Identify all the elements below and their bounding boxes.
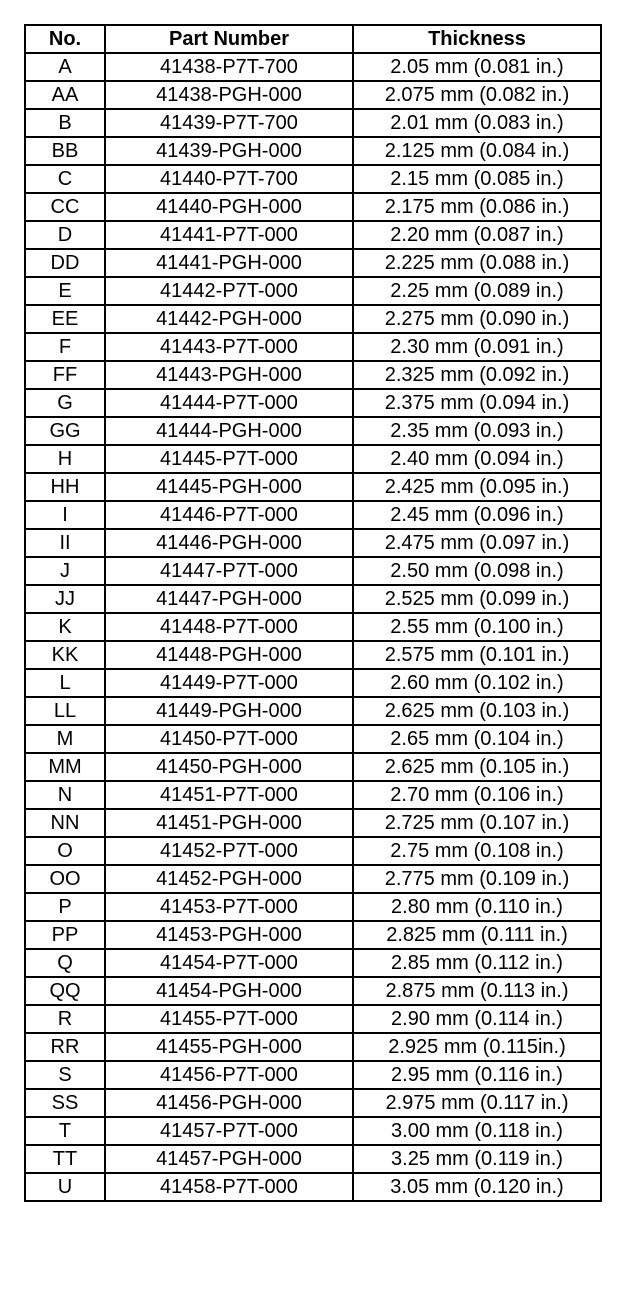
table-row [25, 1173, 601, 1201]
table-row [25, 977, 601, 1005]
table-row [25, 529, 601, 557]
table-row [25, 781, 601, 809]
cell-part-number: 41452-PGH-000 [105, 865, 353, 893]
cell-no: T [25, 1117, 105, 1145]
cell-part-number: 41453-P7T-000 [105, 893, 353, 921]
cell-thickness: 2.45 mm (0.096 in.) [353, 501, 601, 529]
table-row [25, 921, 601, 949]
cell-part-number: 41450-P7T-000 [105, 725, 353, 753]
cell-part-number: 41442-P7T-000 [105, 277, 353, 305]
cell-part-number: 41448-P7T-000 [105, 613, 353, 641]
cell-part-number: 41442-PGH-000 [105, 305, 353, 333]
table-row [25, 641, 601, 669]
cell-part-number: 41441-PGH-000 [105, 249, 353, 277]
cell-no: P [25, 893, 105, 921]
table-row [25, 725, 601, 753]
cell-part-number: 41455-PGH-000 [105, 1033, 353, 1061]
table-row [25, 473, 601, 501]
cell-part-number: 41445-PGH-000 [105, 473, 353, 501]
cell-part-number: 41452-P7T-000 [105, 837, 353, 865]
cell-no: K [25, 613, 105, 641]
cell-part-number: 41439-P7T-700 [105, 109, 353, 137]
cell-no: E [25, 277, 105, 305]
table-row [25, 697, 601, 725]
cell-no: RR [25, 1033, 105, 1061]
table-row [25, 81, 601, 109]
cell-no: MM [25, 753, 105, 781]
cell-part-number: 41446-PGH-000 [105, 529, 353, 557]
cell-no: B [25, 109, 105, 137]
header-no: No. [25, 25, 105, 53]
table-row [25, 865, 601, 893]
table-row [25, 305, 601, 333]
cell-thickness: 2.60 mm (0.102 in.) [353, 669, 601, 697]
cell-thickness: 2.775 mm (0.109 in.) [353, 865, 601, 893]
cell-no: A [25, 53, 105, 81]
cell-part-number: 41440-PGH-000 [105, 193, 353, 221]
cell-no: M [25, 725, 105, 753]
cell-part-number: 41438-P7T-700 [105, 53, 353, 81]
cell-no: G [25, 389, 105, 417]
cell-thickness: 2.625 mm (0.105 in.) [353, 753, 601, 781]
cell-thickness: 2.225 mm (0.088 in.) [353, 249, 601, 277]
cell-thickness: 2.35 mm (0.093 in.) [353, 417, 601, 445]
table-row [25, 613, 601, 641]
cell-part-number: 41438-PGH-000 [105, 81, 353, 109]
cell-thickness: 2.575 mm (0.101 in.) [353, 641, 601, 669]
cell-thickness: 2.275 mm (0.090 in.) [353, 305, 601, 333]
table-row [25, 1117, 601, 1145]
table-row [25, 669, 601, 697]
cell-thickness: 2.50 mm (0.098 in.) [353, 557, 601, 585]
cell-no: PP [25, 921, 105, 949]
cell-thickness: 2.325 mm (0.092 in.) [353, 361, 601, 389]
header-part-number: Part Number [105, 25, 353, 53]
table-row [25, 249, 601, 277]
cell-no: Q [25, 949, 105, 977]
cell-thickness: 2.30 mm (0.091 in.) [353, 333, 601, 361]
cell-part-number: 41454-P7T-000 [105, 949, 353, 977]
cell-thickness: 2.55 mm (0.100 in.) [353, 613, 601, 641]
cell-part-number: 41446-P7T-000 [105, 501, 353, 529]
cell-thickness: 2.375 mm (0.094 in.) [353, 389, 601, 417]
cell-thickness: 2.05 mm (0.081 in.) [353, 53, 601, 81]
cell-no: HH [25, 473, 105, 501]
cell-no: EE [25, 305, 105, 333]
table-row [25, 389, 601, 417]
cell-thickness: 2.625 mm (0.103 in.) [353, 697, 601, 725]
table-row [25, 333, 601, 361]
table-row [25, 837, 601, 865]
cell-no: D [25, 221, 105, 249]
cell-no: N [25, 781, 105, 809]
table-header-row [25, 25, 601, 53]
cell-part-number: 41451-PGH-000 [105, 809, 353, 837]
table-row [25, 1061, 601, 1089]
table-row [25, 1145, 601, 1173]
table-row [25, 193, 601, 221]
table-row [25, 753, 601, 781]
cell-thickness: 2.01 mm (0.083 in.) [353, 109, 601, 137]
cell-no: J [25, 557, 105, 585]
cell-no: S [25, 1061, 105, 1089]
cell-no: QQ [25, 977, 105, 1005]
cell-part-number: 41439-PGH-000 [105, 137, 353, 165]
cell-thickness: 2.65 mm (0.104 in.) [353, 725, 601, 753]
cell-thickness: 2.25 mm (0.089 in.) [353, 277, 601, 305]
cell-thickness: 2.40 mm (0.094 in.) [353, 445, 601, 473]
table-row [25, 585, 601, 613]
cell-thickness: 2.825 mm (0.111 in.) [353, 921, 601, 949]
cell-no: AA [25, 81, 105, 109]
table-row [25, 417, 601, 445]
cell-part-number: 41449-P7T-000 [105, 669, 353, 697]
cell-no: JJ [25, 585, 105, 613]
cell-thickness: 2.125 mm (0.084 in.) [353, 137, 601, 165]
cell-thickness: 2.075 mm (0.082 in.) [353, 81, 601, 109]
table-row [25, 949, 601, 977]
cell-part-number: 41457-PGH-000 [105, 1145, 353, 1173]
parts-thickness-table [24, 24, 602, 1202]
table-row [25, 1033, 601, 1061]
cell-part-number: 41444-P7T-000 [105, 389, 353, 417]
table-row [25, 221, 601, 249]
table-row [25, 53, 601, 81]
cell-part-number: 41456-PGH-000 [105, 1089, 353, 1117]
cell-part-number: 41445-P7T-000 [105, 445, 353, 473]
cell-part-number: 41453-PGH-000 [105, 921, 353, 949]
cell-part-number: 41449-PGH-000 [105, 697, 353, 725]
cell-no: O [25, 837, 105, 865]
cell-thickness: 2.20 mm (0.087 in.) [353, 221, 601, 249]
cell-no: I [25, 501, 105, 529]
cell-thickness: 3.00 mm (0.118 in.) [353, 1117, 601, 1145]
table-row [25, 1005, 601, 1033]
cell-thickness: 2.95 mm (0.116 in.) [353, 1061, 601, 1089]
cell-thickness: 2.75 mm (0.108 in.) [353, 837, 601, 865]
cell-thickness: 2.90 mm (0.114 in.) [353, 1005, 601, 1033]
cell-part-number: 41440-P7T-700 [105, 165, 353, 193]
cell-no: II [25, 529, 105, 557]
cell-part-number: 41448-PGH-000 [105, 641, 353, 669]
table-row [25, 557, 601, 585]
cell-no: F [25, 333, 105, 361]
table-row [25, 445, 601, 473]
cell-thickness: 2.425 mm (0.095 in.) [353, 473, 601, 501]
cell-no: GG [25, 417, 105, 445]
cell-no: KK [25, 641, 105, 669]
cell-no: OO [25, 865, 105, 893]
cell-no: SS [25, 1089, 105, 1117]
cell-no: LL [25, 697, 105, 725]
table-row [25, 165, 601, 193]
cell-thickness: 2.175 mm (0.086 in.) [353, 193, 601, 221]
cell-no: L [25, 669, 105, 697]
cell-thickness: 2.925 mm (0.115in.) [353, 1033, 601, 1061]
cell-part-number: 41443-PGH-000 [105, 361, 353, 389]
table-row [25, 893, 601, 921]
table-row [25, 109, 601, 137]
cell-part-number: 41443-P7T-000 [105, 333, 353, 361]
cell-part-number: 41456-P7T-000 [105, 1061, 353, 1089]
table-body [25, 53, 601, 1201]
cell-thickness: 2.80 mm (0.110 in.) [353, 893, 601, 921]
cell-no: TT [25, 1145, 105, 1173]
cell-thickness: 2.475 mm (0.097 in.) [353, 529, 601, 557]
cell-part-number: 41444-PGH-000 [105, 417, 353, 445]
cell-thickness: 2.725 mm (0.107 in.) [353, 809, 601, 837]
header-thickness: Thickness [353, 25, 601, 53]
cell-no: R [25, 1005, 105, 1033]
cell-thickness: 3.05 mm (0.120 in.) [353, 1173, 601, 1201]
cell-thickness: 2.85 mm (0.112 in.) [353, 949, 601, 977]
cell-thickness: 2.975 mm (0.117 in.) [353, 1089, 601, 1117]
table-row [25, 137, 601, 165]
cell-part-number: 41450-PGH-000 [105, 753, 353, 781]
cell-part-number: 41454-PGH-000 [105, 977, 353, 1005]
table-row [25, 277, 601, 305]
cell-no: NN [25, 809, 105, 837]
cell-no: CC [25, 193, 105, 221]
cell-part-number: 41457-P7T-000 [105, 1117, 353, 1145]
table-row [25, 1089, 601, 1117]
table-row [25, 361, 601, 389]
cell-thickness: 3.25 mm (0.119 in.) [353, 1145, 601, 1173]
cell-thickness: 2.525 mm (0.099 in.) [353, 585, 601, 613]
cell-no: H [25, 445, 105, 473]
cell-thickness: 2.875 mm (0.113 in.) [353, 977, 601, 1005]
cell-thickness: 2.15 mm (0.085 in.) [353, 165, 601, 193]
cell-part-number: 41447-P7T-000 [105, 557, 353, 585]
cell-no: BB [25, 137, 105, 165]
cell-part-number: 41441-P7T-000 [105, 221, 353, 249]
cell-part-number: 41455-P7T-000 [105, 1005, 353, 1033]
cell-no: FF [25, 361, 105, 389]
cell-part-number: 41458-P7T-000 [105, 1173, 353, 1201]
cell-no: C [25, 165, 105, 193]
table-row [25, 809, 601, 837]
cell-part-number: 41447-PGH-000 [105, 585, 353, 613]
cell-no: U [25, 1173, 105, 1201]
cell-thickness: 2.70 mm (0.106 in.) [353, 781, 601, 809]
table-row [25, 501, 601, 529]
cell-part-number: 41451-P7T-000 [105, 781, 353, 809]
cell-no: DD [25, 249, 105, 277]
